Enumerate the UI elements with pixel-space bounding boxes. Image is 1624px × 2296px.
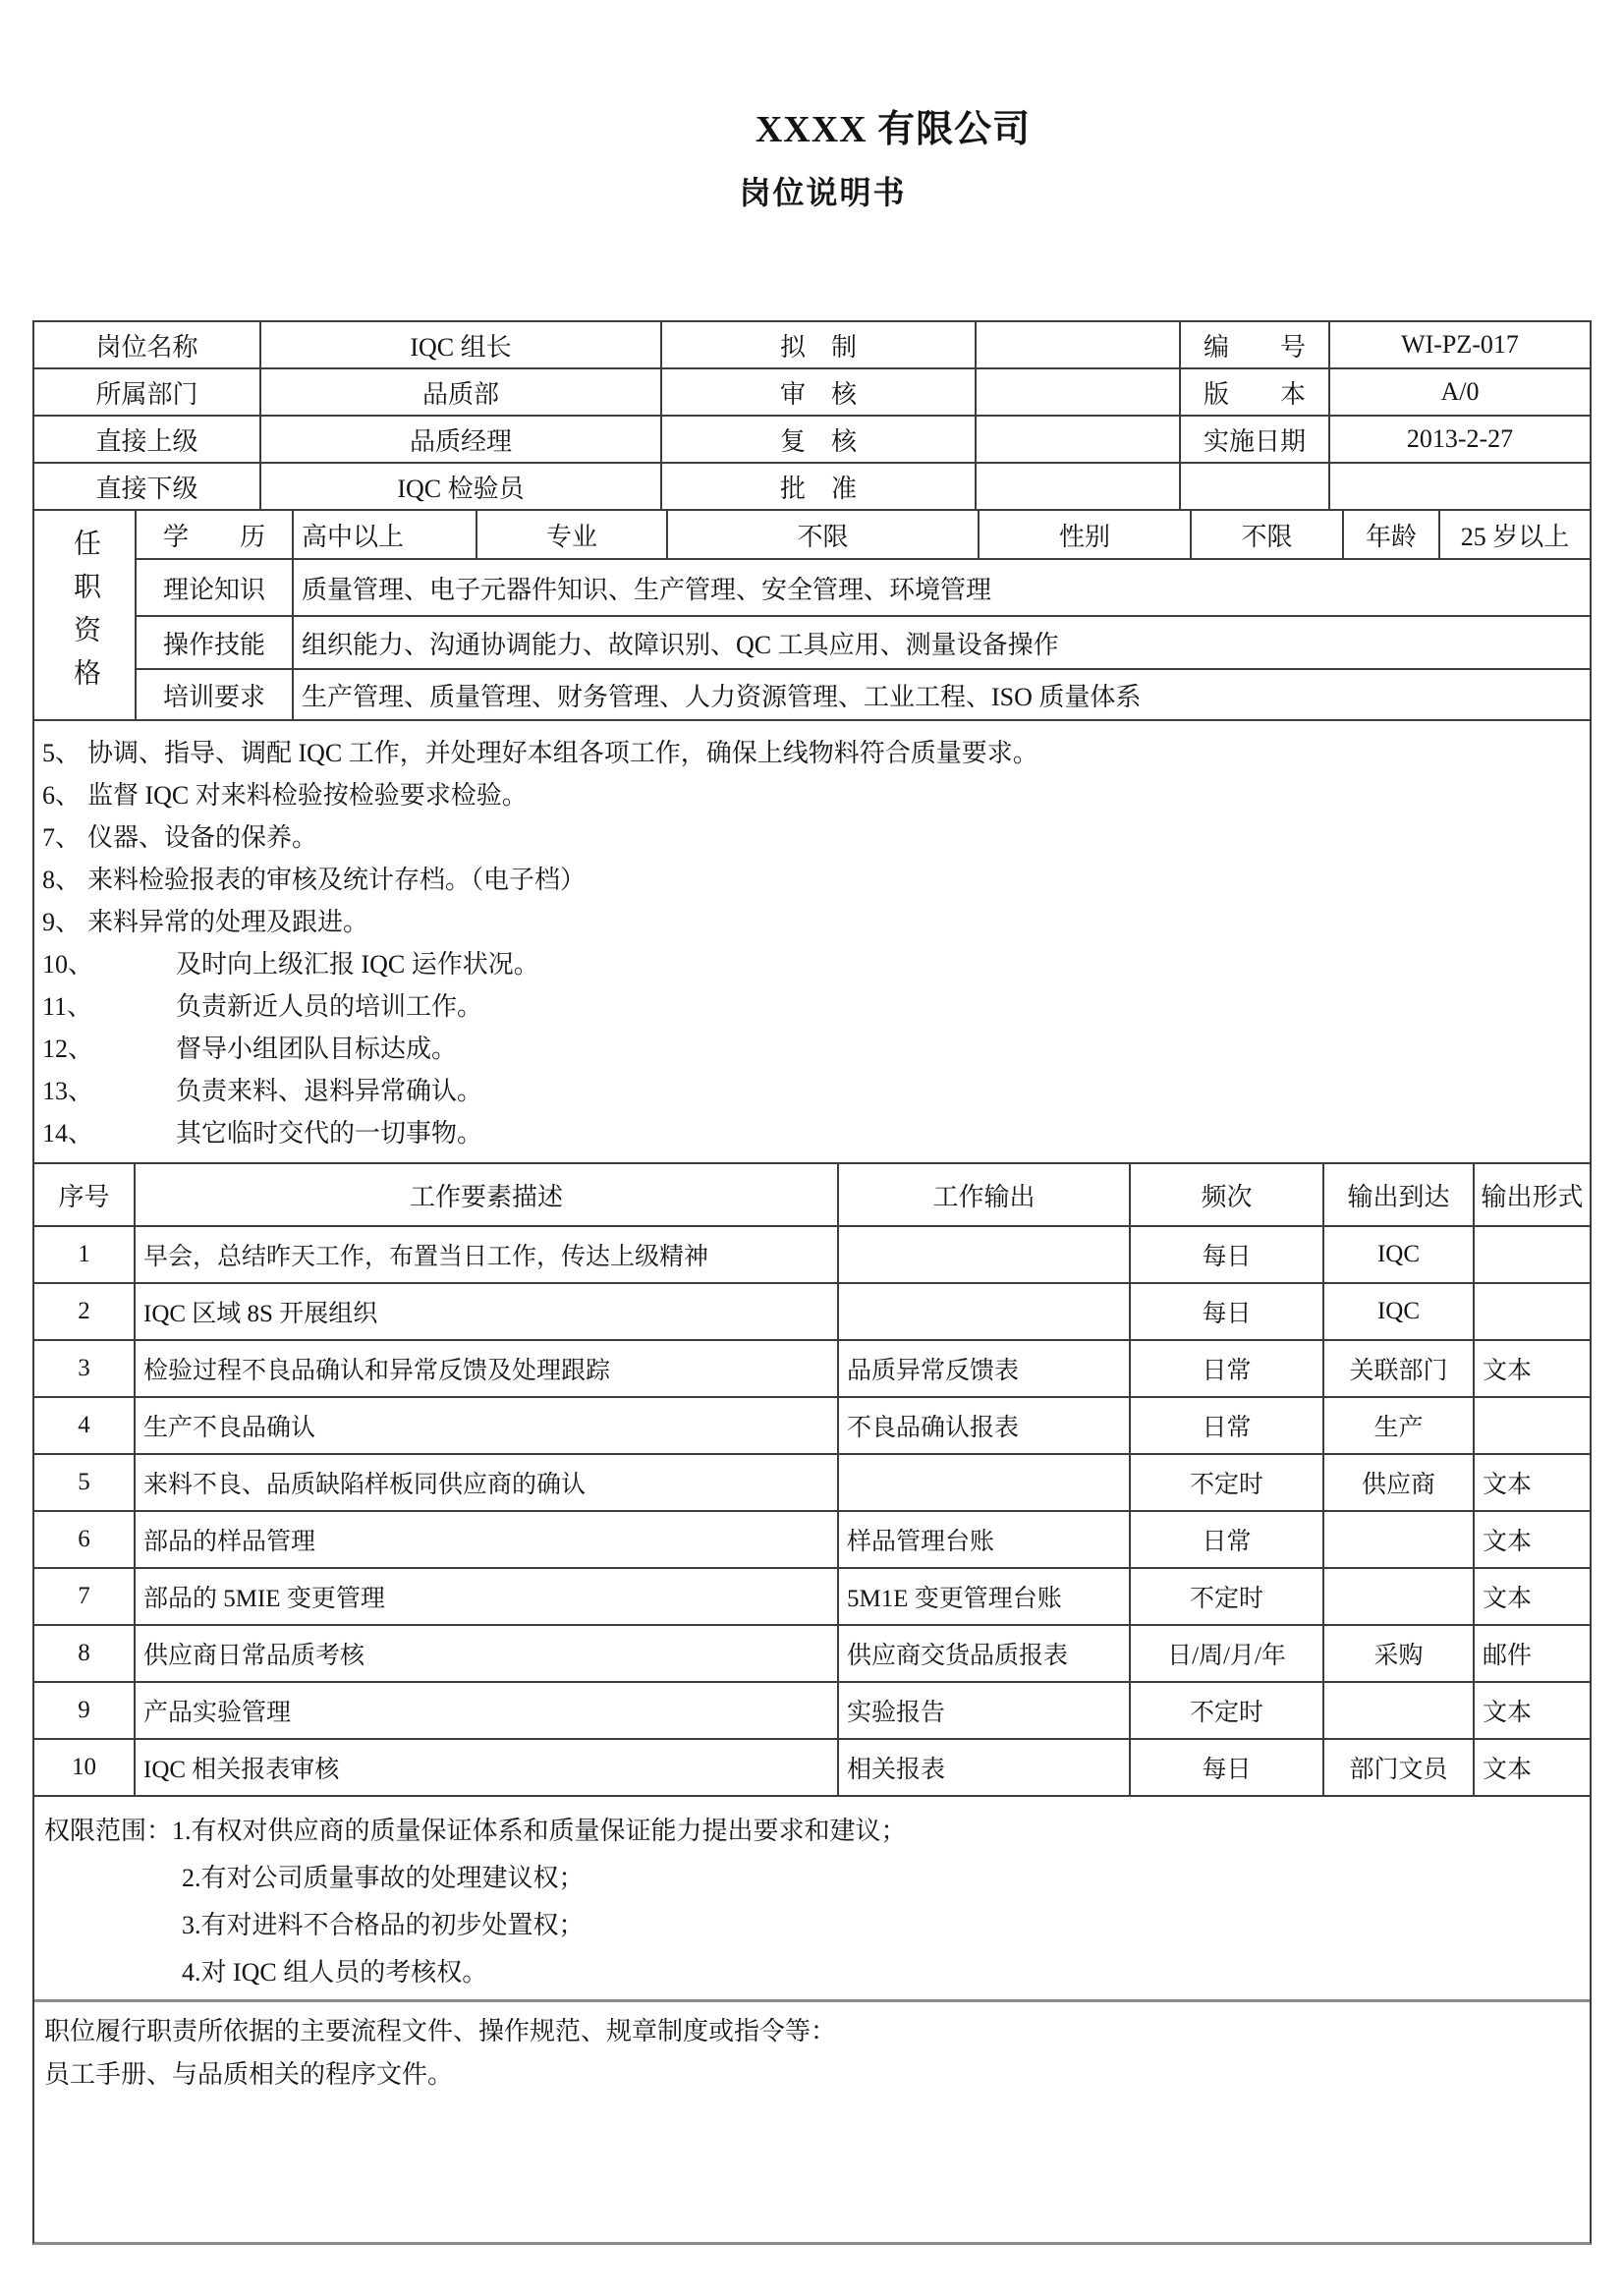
duty-item bbox=[42, 730, 1582, 772]
cell-output-format: 文本 bbox=[1473, 1569, 1590, 1624]
duty-item bbox=[42, 1026, 1582, 1068]
field-label-reviewed-by: 审 核 bbox=[660, 369, 975, 415]
cell-output-format bbox=[1473, 1398, 1590, 1453]
duty-number: 7、 bbox=[42, 823, 82, 852]
duty-text: 监督 IQC 对来料检验按检验要求检验。 bbox=[87, 781, 528, 810]
qualification-section bbox=[34, 509, 1590, 719]
cell-serial: 10 bbox=[72, 1754, 96, 1780]
cell-description: 生产不良品确认 bbox=[134, 1398, 837, 1453]
theory-knowledge-value: 质量管理、电子元器件知识、生产管理、安全管理、环境管理 bbox=[292, 560, 1590, 615]
col-header-output: 工作输出 bbox=[837, 1164, 1129, 1225]
duty-text: 协调、指导、调配 IQC 工作，并处理好本组各项工作，确保上线物料符合质量要求。 bbox=[87, 739, 1038, 767]
age-value: 25 岁以上 bbox=[1438, 511, 1590, 558]
cell-frequency: 不定时 bbox=[1129, 1569, 1322, 1624]
duty-item bbox=[42, 983, 1582, 1026]
cell-output-destination bbox=[1322, 1683, 1473, 1738]
cell-description: IQC 区域 8S 开展组织 bbox=[134, 1284, 837, 1339]
cell-serial: 1 bbox=[78, 1241, 90, 1267]
theory-knowledge-row bbox=[137, 558, 1590, 615]
cell-description: 来料不良、品质缺陷样板同供应商的确认 bbox=[134, 1455, 837, 1510]
empty-cell bbox=[1328, 464, 1590, 509]
cell-output-format: 文本 bbox=[1473, 1683, 1590, 1738]
cell-frequency: 不定时 bbox=[1129, 1455, 1322, 1510]
duty-number: 6、 bbox=[42, 781, 82, 810]
qualification-rows bbox=[137, 511, 1590, 719]
field-value-approved-by bbox=[975, 464, 1179, 509]
field-label-drafted-by: 拟 制 bbox=[660, 322, 975, 367]
duty-item bbox=[42, 899, 1582, 941]
field-label-rechecked-by: 复 核 bbox=[660, 417, 975, 462]
duty-text: 负责来料、退料异常确认。 bbox=[176, 1077, 483, 1105]
qualification-side-cell bbox=[34, 511, 137, 719]
empty-cell bbox=[1179, 464, 1328, 509]
cell-output: 不良品确认报表 bbox=[837, 1398, 1129, 1453]
cell-description: 部品的样品管理 bbox=[134, 1512, 837, 1567]
work-table-row bbox=[34, 1282, 1590, 1339]
work-table-row bbox=[34, 1738, 1590, 1795]
cell-frequency: 日常 bbox=[1129, 1398, 1322, 1453]
major-label: 专业 bbox=[476, 511, 666, 558]
cell-output-format: 文本 bbox=[1473, 1740, 1590, 1795]
duty-item bbox=[42, 941, 1582, 983]
duty-text: 来料异常的处理及跟进。 bbox=[87, 908, 369, 936]
cell-output: 实验报告 bbox=[837, 1683, 1129, 1738]
work-table-row bbox=[34, 1339, 1590, 1396]
col-header-output-format: 输出形式 bbox=[1473, 1164, 1590, 1225]
education-row bbox=[137, 511, 1590, 558]
field-value-reviewed-by bbox=[975, 369, 1179, 415]
header-row bbox=[34, 462, 1590, 509]
work-table-row bbox=[34, 1510, 1590, 1567]
company-title: XXXX 有限公司 bbox=[755, 109, 1032, 150]
work-table-row bbox=[34, 1624, 1590, 1681]
training-requirement-label: 培训要求 bbox=[162, 682, 265, 711]
document-title: 岗位说明书 bbox=[739, 175, 907, 210]
cell-frequency: 日/周/月/年 bbox=[1129, 1626, 1322, 1681]
duty-text: 仪器、设备的保养。 bbox=[87, 823, 318, 852]
cell-description: 早会，总结昨天工作，布置当日工作，传达上级精神 bbox=[134, 1227, 837, 1282]
duties-list bbox=[34, 719, 1590, 1162]
basis-section bbox=[34, 1999, 1590, 2242]
work-table-row bbox=[34, 1225, 1590, 1282]
field-value-direct-subordinate: IQC 检验员 bbox=[259, 464, 660, 509]
duty-number: 11、 bbox=[42, 992, 93, 1021]
cell-output-destination: IQC bbox=[1322, 1284, 1473, 1339]
duty-number: 10、 bbox=[42, 950, 94, 979]
cell-description: 供应商日常品质考核 bbox=[134, 1626, 837, 1681]
cell-output: 供应商交货品质报表 bbox=[837, 1626, 1129, 1681]
operation-skill-value: 组织能力、沟通协调能力、故障识别、QC 工具应用、测量设备操作 bbox=[292, 617, 1590, 668]
cell-description: 部品的 5MIE 变更管理 bbox=[134, 1569, 837, 1624]
authority-intro: 权限范围：1.有权对供应商的质量保证体系和质量保证能力提出要求和建议； bbox=[44, 1816, 907, 1845]
header-row bbox=[34, 322, 1590, 367]
duty-text: 及时向上级汇报 IQC 运作状况。 bbox=[176, 950, 539, 979]
basis-content: 员工手册、与品质相关的程序文件。 bbox=[44, 2060, 454, 2089]
document-table bbox=[32, 320, 1592, 2245]
cell-frequency: 日常 bbox=[1129, 1341, 1322, 1396]
field-label-version: 版 本 bbox=[1179, 369, 1328, 415]
authority-item: 3.有对进料不合格品的初步处置权； bbox=[182, 1910, 585, 1939]
major-value: 不限 bbox=[666, 511, 978, 558]
cell-description: IQC 相关报表审核 bbox=[134, 1740, 837, 1795]
duty-number: 8、 bbox=[42, 866, 82, 894]
duty-text: 督导小组团队目标达成。 bbox=[176, 1035, 458, 1063]
cell-frequency: 每日 bbox=[1129, 1740, 1322, 1795]
cell-frequency: 不定时 bbox=[1129, 1683, 1322, 1738]
cell-serial: 9 bbox=[78, 1697, 90, 1723]
authority-section bbox=[34, 1795, 1590, 1999]
education-value: 高中以上 bbox=[292, 511, 476, 558]
authority-item: 2.有对公司质量事故的处理建议权； bbox=[182, 1863, 585, 1892]
education-label: 学 历 bbox=[162, 522, 265, 551]
basis-heading: 职位履行职责所依据的主要流程文件、操作规范、规章制度或指令等： bbox=[44, 2017, 837, 2045]
duty-number: 9、 bbox=[42, 908, 82, 936]
field-value-version: A/0 bbox=[1328, 369, 1590, 415]
cell-description: 检验过程不良品确认和异常反馈及处理跟踪 bbox=[134, 1341, 837, 1396]
cell-frequency: 每日 bbox=[1129, 1284, 1322, 1339]
cell-description: 产品实验管理 bbox=[134, 1683, 837, 1738]
authority-item: 4.对 IQC 组人员的考核权。 bbox=[182, 1957, 488, 1987]
cell-output bbox=[837, 1284, 1129, 1339]
field-label-department: 所属部门 bbox=[95, 379, 198, 409]
work-table-row bbox=[34, 1396, 1590, 1453]
work-table-row bbox=[34, 1453, 1590, 1510]
field-label-implementation-date: 实施日期 bbox=[1179, 417, 1328, 462]
duty-number: 5、 bbox=[42, 739, 82, 767]
cell-serial: 5 bbox=[78, 1469, 90, 1495]
cell-output: 样品管理台账 bbox=[837, 1512, 1129, 1567]
cell-output: 5M1E 变更管理台账 bbox=[837, 1569, 1129, 1624]
duty-text: 其它临时交代的一切事物。 bbox=[176, 1119, 483, 1148]
cell-output: 相关报表 bbox=[837, 1740, 1129, 1795]
cell-serial: 3 bbox=[78, 1355, 90, 1381]
gender-value: 不限 bbox=[1190, 511, 1342, 558]
cell-output-destination bbox=[1322, 1512, 1473, 1567]
cell-output-destination: 供应商 bbox=[1322, 1455, 1473, 1510]
field-value-implementation-date: 2013-2-27 bbox=[1328, 417, 1590, 462]
field-value-direct-superior: 品质经理 bbox=[259, 417, 660, 462]
cell-output-destination: 部门文员 bbox=[1322, 1740, 1473, 1795]
field-value-drafted-by bbox=[975, 322, 1179, 367]
cell-serial: 4 bbox=[78, 1412, 90, 1438]
col-header-output-destination: 输出到达 bbox=[1322, 1164, 1473, 1225]
cell-frequency: 每日 bbox=[1129, 1227, 1322, 1282]
cell-output-format: 文本 bbox=[1473, 1341, 1590, 1396]
operation-skill-label: 操作技能 bbox=[162, 630, 265, 659]
col-header-serial: 序号 bbox=[58, 1182, 110, 1211]
cell-output-destination: 关联部门 bbox=[1322, 1341, 1473, 1396]
col-header-frequency: 频次 bbox=[1129, 1164, 1322, 1225]
duty-number: 13、 bbox=[42, 1077, 94, 1105]
field-label-direct-subordinate: 直接下级 bbox=[95, 474, 198, 503]
cell-serial: 7 bbox=[78, 1583, 90, 1609]
work-table-row bbox=[34, 1567, 1590, 1624]
field-label-direct-superior: 直接上级 bbox=[95, 426, 198, 456]
duty-item bbox=[42, 772, 1582, 814]
field-label-approved-by: 批 准 bbox=[660, 464, 975, 509]
col-header-description: 工作要素描述 bbox=[134, 1164, 837, 1225]
cell-output-destination: 生产 bbox=[1322, 1398, 1473, 1453]
cell-output-format: 邮件 bbox=[1473, 1626, 1590, 1681]
cell-output-destination: 采购 bbox=[1322, 1626, 1473, 1681]
theory-knowledge-label: 理论知识 bbox=[162, 575, 265, 604]
work-elements-table bbox=[34, 1162, 1590, 1795]
cell-frequency: 日常 bbox=[1129, 1512, 1322, 1567]
header-row bbox=[34, 367, 1590, 415]
age-label: 年龄 bbox=[1342, 511, 1438, 558]
duty-number: 14、 bbox=[42, 1119, 94, 1148]
cell-serial: 8 bbox=[78, 1640, 90, 1666]
field-label-doc-number: 编 号 bbox=[1179, 322, 1328, 367]
field-value-position-name: IQC 组长 bbox=[259, 322, 660, 367]
duty-item bbox=[42, 1110, 1582, 1152]
header-table bbox=[34, 322, 1590, 509]
duty-item bbox=[42, 857, 1582, 899]
cell-output bbox=[837, 1455, 1129, 1510]
duty-item bbox=[42, 1068, 1582, 1110]
header-row bbox=[34, 415, 1590, 462]
field-value-rechecked-by bbox=[975, 417, 1179, 462]
cell-output-format bbox=[1473, 1284, 1590, 1339]
field-value-doc-number: WI-PZ-017 bbox=[1328, 322, 1590, 367]
duty-text: 负责新近人员的培训工作。 bbox=[176, 992, 483, 1021]
cell-output-format: 文本 bbox=[1473, 1512, 1590, 1567]
cell-output-format bbox=[1473, 1227, 1590, 1282]
work-table-header-row bbox=[34, 1164, 1590, 1225]
cell-output-destination: IQC bbox=[1322, 1227, 1473, 1282]
field-value-department: 品质部 bbox=[259, 369, 660, 415]
duty-number: 12、 bbox=[42, 1035, 94, 1063]
operation-skill-row bbox=[137, 615, 1590, 668]
cell-output-destination bbox=[1322, 1569, 1473, 1624]
qualification-side-label: 任职资格 bbox=[70, 529, 100, 701]
cell-output-format: 文本 bbox=[1473, 1455, 1590, 1510]
cell-serial: 6 bbox=[78, 1526, 90, 1552]
cell-serial: 2 bbox=[78, 1298, 90, 1324]
training-requirement-value: 生产管理、质量管理、财务管理、人力资源管理、工业工程、ISO 质量体系 bbox=[292, 670, 1590, 719]
work-table-row bbox=[34, 1681, 1590, 1738]
duty-text: 来料检验报表的审核及统计存档。（电子档） bbox=[87, 866, 587, 894]
gender-label: 性别 bbox=[978, 511, 1190, 558]
training-requirement-row bbox=[137, 668, 1590, 719]
cell-output: 品质异常反馈表 bbox=[837, 1341, 1129, 1396]
field-label-position-name: 岗位名称 bbox=[95, 332, 198, 362]
duty-item bbox=[42, 814, 1582, 857]
cell-output bbox=[837, 1227, 1129, 1282]
